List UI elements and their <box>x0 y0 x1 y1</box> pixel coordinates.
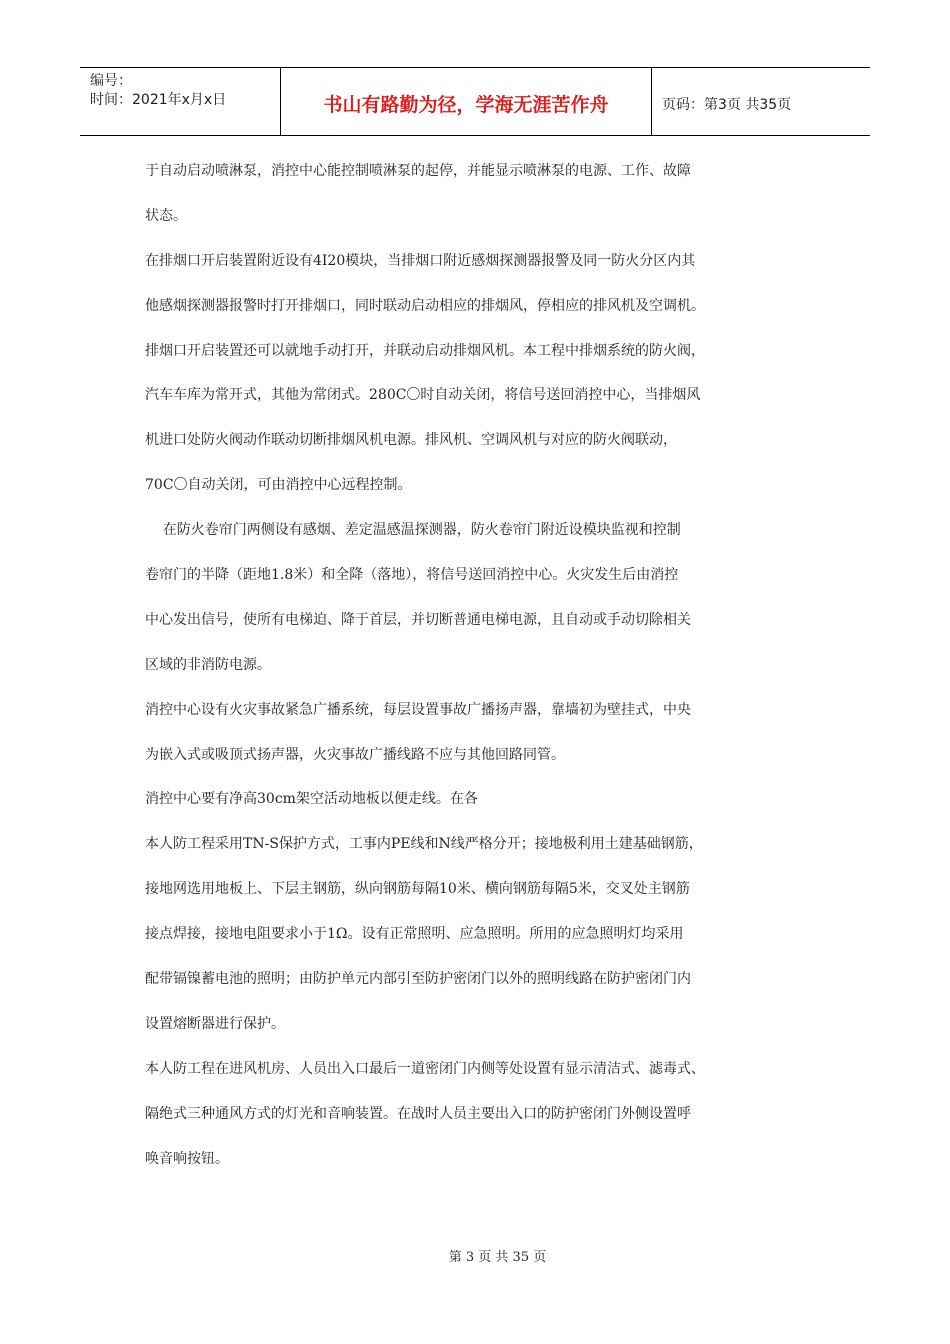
text-line: 本人防工程在进风机房、人员出入口最后一道密闭门内侧等处设置有显示清洁式、滤毒式、 <box>145 1060 705 1077</box>
document-body <box>145 156 825 1188</box>
text-line: 为嵌入式或吸顶式扬声器，火灾事故广播线路不应与其他回路同管。 <box>145 746 565 763</box>
text-line: 接点焊接，接地电阻要求小于1Ω。设有正常照明、应急照明。所用的应急照明灯均采用 <box>145 926 684 943</box>
footer-page-number: 第 3 页 共 35 页 <box>448 1250 547 1265</box>
text-line: 卷帘门的半降（距地1.8米）和全降（落地），将信号送回消控中心。火灾发生后由消控 <box>145 567 679 584</box>
document-number-label: 编号： <box>90 73 132 89</box>
text-line: 状态。 <box>145 207 187 224</box>
motto-text: 书山有路勤为径，学海无涯苦作舟 <box>323 94 609 116</box>
text-line: 汽车车库为常开式，其他为常闭式。280C〇时自动关闭，将信号送回消控中心，当排烟风 <box>145 387 701 404</box>
text-line: 隔绝式三种通风方式的灯光和音响装置。在战时人员主要出入口的防护密闭门外侧设置呼 <box>145 1105 691 1122</box>
page-footer <box>0 1246 950 1265</box>
text-line: 中心发出信号，使所有电梯迫、降于首层，并切断普通电梯电源，且自动或手动切除相关 <box>145 611 691 628</box>
text-line: 配带镉镍蓄电池的照明；由防护单元内部引至防护密闭门以外的照明线路在防护密闭门内 <box>145 971 691 988</box>
text-line: 70C〇自动关闭，可由消控中心远程控制。 <box>145 477 412 494</box>
text-line: 接地网选用地板上、下层主钢筋，纵向钢筋每隔10米、横向钢筋每隔5米，交叉处主钢筋 <box>145 881 690 898</box>
text-line: 于自动启动喷淋泵，消控中心能控制喷淋泵的起停，并能显示喷淋泵的电源、工作、故障 <box>145 163 691 179</box>
text-line: 排烟口开启装置还可以就地手动打开，并联动启动排烟风机。本工程中排烟系统的防火阀， <box>145 342 705 359</box>
header-page-info <box>652 68 870 135</box>
text-line: 消控中心设有火灾事故紧急广播系统，每层设置事故广播扬声器，靠墙初为壁挂式，中央 <box>145 701 691 718</box>
text-line: 区域的非消防电源。 <box>145 656 271 673</box>
text-line: 消控中心要有净高30cm架空活动地板以便走线。在各 <box>145 791 478 808</box>
header-meta <box>80 68 281 135</box>
text-line: 他感烟探测器报警时打开排烟口，同时联动启动相应的排烟风，停相应的排风机及空调机。 <box>145 297 705 314</box>
text-line: 在排烟口开启装置附近设有4I20模块，当排烟口附近感烟探测器报警及同一防火分区内其 <box>145 252 696 269</box>
header-motto <box>281 68 652 135</box>
page-header <box>80 67 870 136</box>
text-line: 本人防工程采用TN-S保护方式，工事内PE线和N线严格分开；接地极利用土建基础钢筋， <box>145 836 703 853</box>
text-line: 机进口处防火阀动作联动切断排烟风机电源。排风机、空调风机与对应的防火阀联动， <box>145 432 677 449</box>
document-date: 时间：2021年x月x日 <box>90 92 227 108</box>
text-line: 设置熔断器进行保护。 <box>145 1015 285 1032</box>
text-line: 在防火卷帘门两侧设有感烟、差定温感温探测器，防火卷帘门附近设模块监视和控制 <box>145 522 681 539</box>
page-info-text: 页码：第3页 共35页 <box>662 96 792 113</box>
text-line: 唤音响按钮。 <box>145 1150 229 1167</box>
